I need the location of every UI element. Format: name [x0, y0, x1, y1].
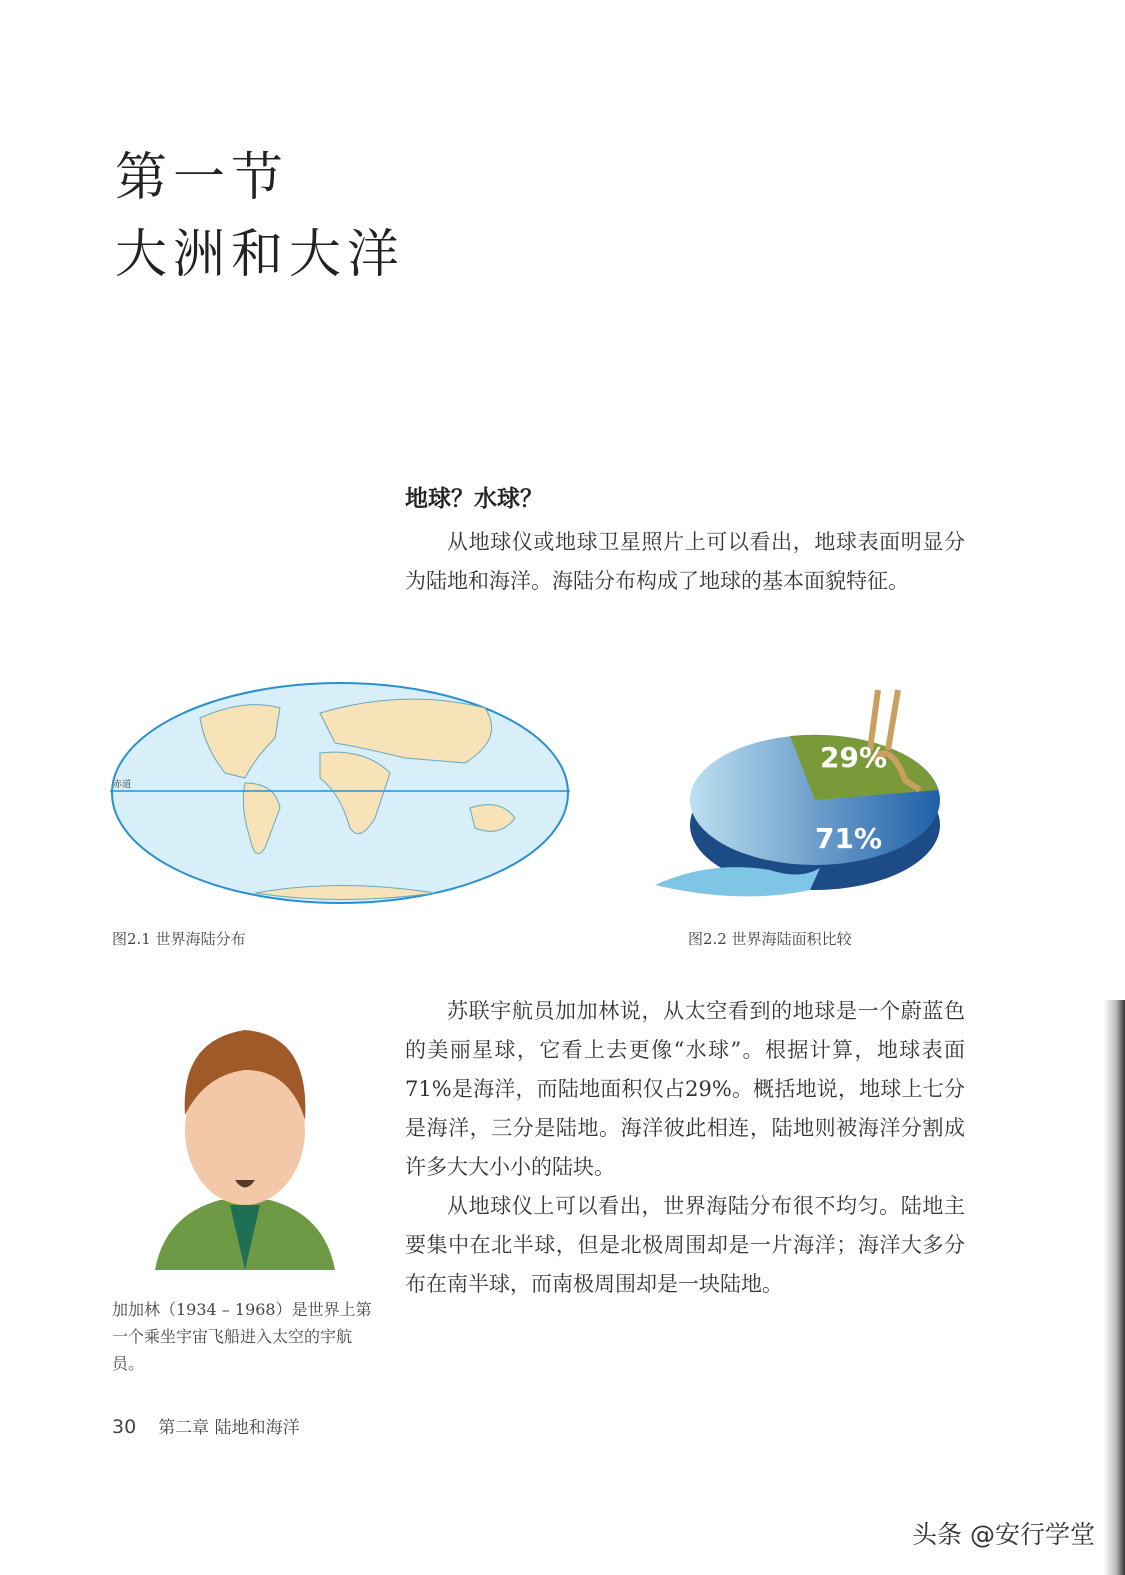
intro-paragraph: 从地球仪或地球卫星照片上可以看出，地球表面明显分为陆地和海洋。海陆分布构成了地球的基本面貌特征。 — [405, 530, 965, 593]
world-map — [105, 678, 575, 910]
chapter-name: 第二章 陆地和海洋 — [158, 1418, 300, 1438]
page-number: 30 — [112, 1416, 137, 1438]
paragraph-gagarin: 苏联宇航员加加林说，从太空看到的地球是一个蔚蓝色的美丽星球，它看上去更像“水球”。根据计算，地球表面71%是海洋，而陆地面积仅占29%。概括地说，地球上七分是海洋，三分是陆地。海洋彼此相连，陆地则被海洋分割成许多大大小小的陆块。 — [405, 999, 965, 1179]
portrait-caption: 加加林（1934 – 1968）是世界上第一个乘坐宇宙飞船进入太空的宇航员。 — [112, 1300, 372, 1373]
land-percent-label: 29% — [820, 741, 888, 774]
land-ocean-pie — [650, 680, 960, 910]
page-title: 大洲和大洋 — [115, 225, 406, 285]
pie-caption: 图2.2 世界海陆面积比较 — [688, 930, 852, 948]
paragraph-distribution: 从地球仪上可以看出，世界海陆分布很不均匀。陆地主要集中在北半球，但是北极周围却是一片海洋；海洋大多分布在南半球，而南极周围却是一块陆地。 — [405, 1194, 965, 1296]
equator-label: 赤道 — [113, 780, 132, 790]
page-footer — [112, 1413, 300, 1438]
section-heading: 地球？水球？ — [405, 486, 543, 512]
gagarin-portrait — [150, 1020, 340, 1280]
watermark: 头条 @安行学堂 — [912, 1520, 1095, 1549]
ocean-percent-label: 71% — [815, 822, 883, 855]
map-caption: 图2.1 世界海陆分布 — [112, 930, 246, 948]
page-edge-shadow — [1103, 1000, 1125, 1575]
section-number: 第一节 — [115, 148, 290, 208]
body-paragraphs — [405, 992, 965, 1304]
